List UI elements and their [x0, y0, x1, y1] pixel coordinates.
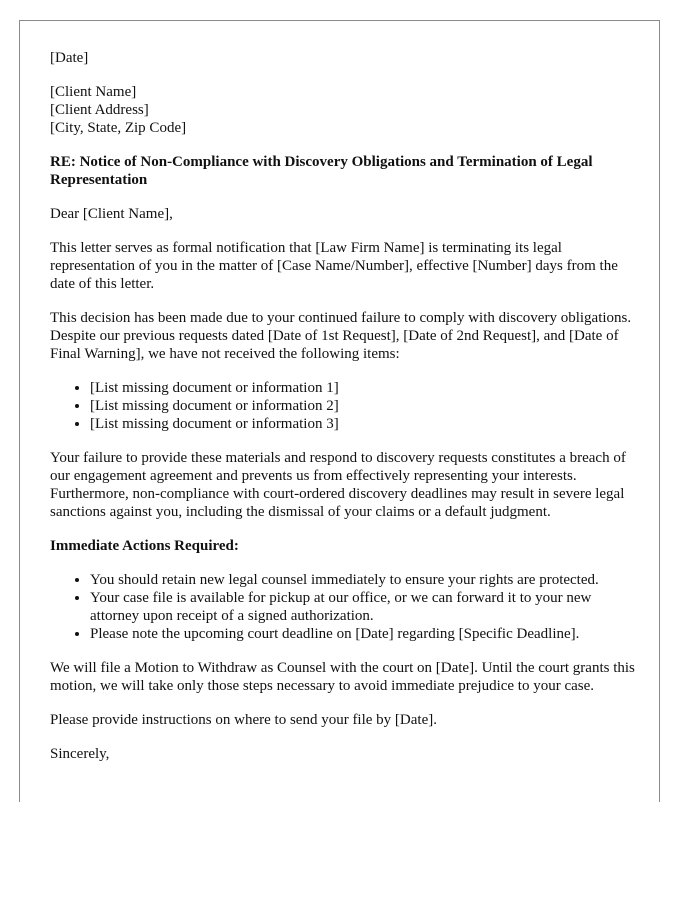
- closing: Sincerely,: [50, 746, 110, 762]
- recipient-address: [50, 83, 640, 137]
- list-item: • [List missing document or information 1]: [90, 379, 640, 397]
- list-item: • You should retain new legal counsel immediately to ensure your rights are protected.: [90, 571, 640, 589]
- letter-page: [19, 20, 660, 802]
- client-address: [Client Address]: [50, 102, 149, 118]
- paragraph-consequences: Your failure to provide these materials and respond to discovery requests constitutes a breach of our engagement agreement and prevents us from effectively representing your interests. Furthermore, non-compliance with court-ordered discovery deadlines may result in severe legal sanctions against you, including the dismissal of your claims or a default judgment.: [50, 450, 626, 520]
- list-item: • Your case file is available for pickup at our office, or we can forward it to your new attorney upon receipt of a signed authorization.: [90, 589, 640, 625]
- letter-body: [50, 49, 640, 779]
- list-item: • Please note the upcoming court deadline on [Date] regarding [Specific Deadline].: [90, 625, 640, 643]
- subject-line: RE: Notice of Non-Compliance with Discovery Obligations and Termination of Legal Representation: [50, 154, 593, 188]
- actions-heading: Immediate Actions Required:: [50, 538, 239, 554]
- paragraph-non-compliance: This decision has been made due to your continued failure to comply with discovery obligations. Despite our previous requests dated [Date of 1st Request], [Date of 2nd Request], and [Date of Final Warning], we have not received the following items:: [50, 310, 632, 362]
- paragraph-motion-to-withdraw: We will file a Motion to Withdraw as Counsel with the court on [Date]. Until the court grants this motion, we will take only those steps necessary to avoid immediate prejudice to your case.: [50, 660, 635, 694]
- client-name: [Client Name]: [50, 84, 137, 100]
- letter-date: [Date]: [50, 50, 89, 66]
- actions-list: [50, 571, 640, 643]
- paragraph-termination-notice: This letter serves as formal notification that [Law Firm Name] is terminating its legal representation of you in the matter of [Case Name/Number], effective [Number] days from the date of this letter.: [50, 240, 618, 292]
- paragraph-file-instructions: Please provide instructions on where to send your file by [Date].: [50, 712, 437, 728]
- list-item: • [List missing document or information 2]: [90, 397, 640, 415]
- city-state-zip: [City, State, Zip Code]: [50, 120, 187, 136]
- salutation: Dear [Client Name],: [50, 206, 173, 222]
- missing-items-list: [50, 379, 640, 433]
- list-item: • [List missing document or information 3]: [90, 415, 640, 433]
